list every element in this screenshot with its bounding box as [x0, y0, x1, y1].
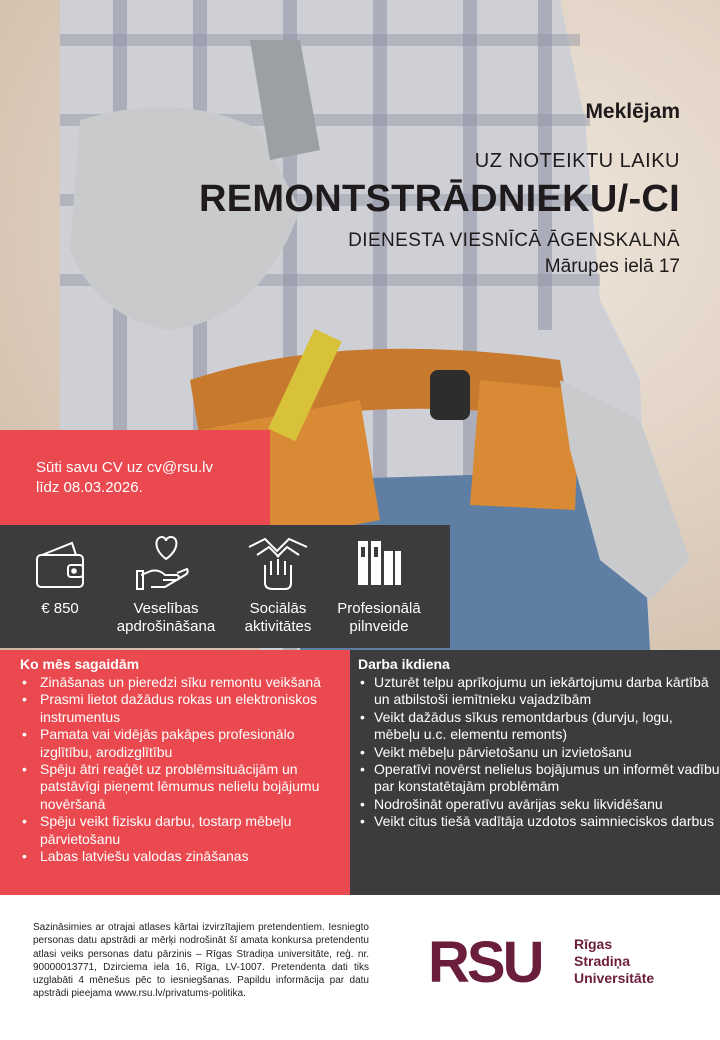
logo-line: Universitāte: [574, 970, 655, 986]
duties-title: Darba ikdiena: [358, 656, 450, 672]
handshake-icon: [243, 525, 313, 595]
duties-list: [358, 674, 720, 831]
list-item: • Uzturēt telpu aprīkojumu un iekārtojumu darba kārtībā un atbilstoši iemītnieku vajadzībām: [358, 674, 720, 709]
list-item: • Veikt dažādus sīkus remontdarbus (durvju, logu, mēbeļu u.c. elementu remonts): [358, 709, 720, 744]
cv-callout: [0, 430, 270, 525]
page-title: REMONTSTRĀDNIEKU/-CI: [199, 178, 680, 220]
logo-line: Rīgas: [574, 936, 613, 952]
requirements-list: [20, 674, 350, 865]
requirements-title: Ko mēs sagaidām: [20, 656, 140, 672]
benefit-development: [328, 525, 430, 635]
list-item: • Prasmi lietot dažādus rokas un elektroniskos instrumentus: [20, 691, 350, 726]
list-item: • Veikt citus tiešā vadītāja uzdotos saimnieciskos darbus: [358, 813, 720, 830]
list-item: • Zināšanas un pieredzi sīku remontu veikšanā: [20, 674, 350, 691]
address-text: Mārupes ielā 17: [544, 256, 680, 277]
benefit-salary: [14, 525, 106, 617]
benefit-label: Veselības apdrošināšana: [116, 600, 216, 635]
wallet-icon: [30, 525, 90, 595]
list-item: • Spēju ātri reaģēt uz problēmsituācijām un patstāvīgi pieņemt lēmumus nelielu bojājumu novēršanā: [20, 761, 350, 813]
cv-deadline-line: līdz 08.03.2026.: [36, 479, 143, 496]
benefit-label: Profesionālā pilnveide: [337, 600, 421, 635]
list-item: • Pamata vai vidējās pakāpes profesionālo izglītību, arodizglītību: [20, 726, 350, 761]
list-item: • Veikt mēbeļu pārvietošanu un izvietošanu: [358, 744, 720, 761]
list-item: • Labas latviešu valodas zināšanas: [20, 848, 350, 865]
logo-mark-text: RSU: [428, 930, 542, 990]
location-text: DIENESTA VIESNĪCĀ ĀGENSKALNĀ: [348, 230, 680, 251]
benefits-bar: [0, 525, 450, 648]
benefit-social: [230, 525, 326, 635]
list-item: • Spēju veikt fizisku darbu, tostarp mēbeļu pārvietošanu: [20, 813, 350, 848]
duties-section: [350, 650, 720, 895]
rsu-logo: [428, 930, 678, 990]
heart-hand-icon: [131, 525, 201, 595]
logo-line: Stradiņa: [574, 953, 631, 969]
benefit-insurance: [106, 525, 226, 635]
list-item: • Operatīvi novērst nelielus bojājumus un informēt vadību par konstatētajām problēmām: [358, 761, 720, 796]
benefit-label: Sociālās aktivitātes: [244, 600, 312, 635]
intro-text: Meklējam: [585, 100, 680, 123]
list-item: • Nodrošināt operatīvu avārijas seku likvidēšanu: [358, 796, 720, 813]
benefit-label: € 850: [41, 600, 79, 617]
logo-wordmark: [574, 936, 654, 987]
requirements-section: [0, 650, 350, 895]
rsu-logo-mark: [428, 930, 568, 990]
privacy-disclaimer: Sazināsimies ar otrajai atlases kārtai izvirzītajiem pretendentiem. Iesniegto personas datu apstrādi ar mērķi nodrošināt šī amata konkursa pretendentu atlasi veiks personas datu pārzinis – Rīgas Stradiņa universitāte, reģ. nr. 90000013771, Dzirciema iela 16, Rīga, LV-1007. Pretendenta dati tiks uzglabāti 4 mēnešus pēc to iesniegšanas. Papildu informācija par datu apstrādi pieejama www.rsu.lv/privatums-politika.: [33, 922, 369, 1000]
cv-email-line: Sūti savu CV uz cv@rsu.lv: [36, 459, 213, 476]
books-icon: [344, 525, 414, 595]
subtitle: UZ NOTEIKTU LAIKU: [474, 150, 680, 172]
